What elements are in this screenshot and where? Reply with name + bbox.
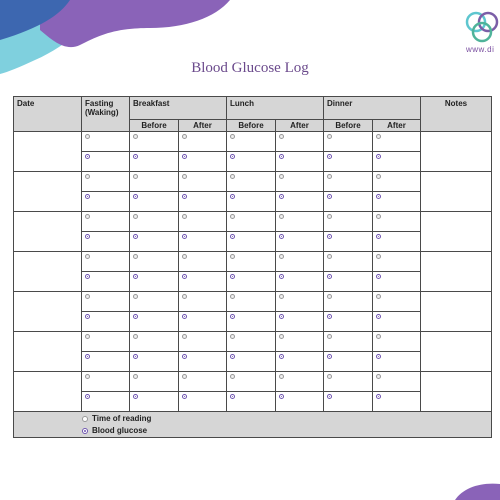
- blood-glucose-cell[interactable]: [324, 232, 373, 252]
- notes-cell[interactable]: [421, 132, 492, 172]
- time-row: [14, 132, 492, 152]
- blood-glucose-icon: [133, 154, 138, 159]
- header-dinner: Dinner: [324, 97, 421, 120]
- time-of-reading-cell[interactable]: [227, 332, 276, 352]
- blood-glucose-cell[interactable]: [276, 352, 324, 372]
- glucose-row: [14, 312, 492, 332]
- glucose-row: [14, 152, 492, 172]
- blood-glucose-icon: [327, 394, 332, 399]
- header-notes: Notes: [421, 97, 492, 132]
- blood-glucose-icon: [279, 234, 284, 239]
- blood-glucose-icon: [182, 194, 187, 199]
- time-reading-icon: [327, 214, 332, 219]
- blood-glucose-icon: [279, 154, 284, 159]
- blood-glucose-cell[interactable]: [227, 392, 276, 412]
- time-of-reading-cell[interactable]: [130, 252, 179, 272]
- blood-glucose-icon: [182, 394, 187, 399]
- blood-glucose-icon: [279, 194, 284, 199]
- blood-glucose-cell[interactable]: [276, 272, 324, 292]
- time-row: [14, 212, 492, 232]
- time-of-reading-cell[interactable]: [324, 252, 373, 272]
- subheader-before: Before: [324, 120, 373, 132]
- blood-glucose-icon: [376, 394, 381, 399]
- time-of-reading-cell[interactable]: [227, 132, 276, 152]
- date-cell[interactable]: [14, 172, 82, 212]
- blood-glucose-cell[interactable]: [130, 392, 179, 412]
- blood-glucose-cell[interactable]: [130, 232, 179, 252]
- time-of-reading-cell[interactable]: [276, 332, 324, 352]
- blood-glucose-cell[interactable]: [130, 312, 179, 332]
- time-reading-icon: [327, 294, 332, 299]
- time-reading-icon: [279, 294, 284, 299]
- blood-glucose-cell[interactable]: [324, 152, 373, 172]
- time-of-reading-cell[interactable]: [82, 372, 130, 392]
- glucose-row: [14, 232, 492, 252]
- blood-glucose-cell[interactable]: [82, 272, 130, 292]
- time-reading-icon: [376, 214, 381, 219]
- time-reading-icon: [230, 374, 235, 379]
- time-reading-icon: [327, 374, 332, 379]
- time-of-reading-cell[interactable]: [276, 252, 324, 272]
- time-of-reading-cell[interactable]: [324, 372, 373, 392]
- date-cell[interactable]: [14, 372, 82, 412]
- time-reading-icon: [279, 374, 284, 379]
- time-reading-icon: [327, 254, 332, 259]
- blood-glucose-icon: [376, 194, 381, 199]
- time-reading-icon: [376, 334, 381, 339]
- blood-glucose-cell[interactable]: [373, 232, 421, 252]
- legend-time-label: Time of reading: [92, 414, 152, 423]
- time-reading-icon: [230, 254, 235, 259]
- blood-glucose-cell[interactable]: [179, 352, 227, 372]
- time-reading-icon: [182, 334, 187, 339]
- subheader-after: After: [373, 120, 421, 132]
- header-lunch: Lunch: [227, 97, 324, 120]
- blood-glucose-cell[interactable]: [227, 312, 276, 332]
- blood-glucose-icon: [133, 314, 138, 319]
- date-cell[interactable]: [14, 212, 82, 252]
- time-row: [14, 372, 492, 392]
- time-reading-icon: [327, 134, 332, 139]
- time-of-reading-cell[interactable]: [130, 372, 179, 392]
- time-reading-icon: [230, 294, 235, 299]
- time-of-reading-cell[interactable]: [179, 212, 227, 232]
- blood-glucose-cell[interactable]: [130, 192, 179, 212]
- time-reading-icon: [182, 254, 187, 259]
- brand-logo-icon: [462, 8, 500, 48]
- blood-glucose-cell[interactable]: [227, 192, 276, 212]
- glucose-log-table: [13, 96, 492, 438]
- legend-glucose-label: Blood glucose: [92, 426, 148, 435]
- blood-glucose-cell[interactable]: [373, 312, 421, 332]
- blood-glucose-cell[interactable]: [227, 232, 276, 252]
- blood-glucose-cell[interactable]: [373, 392, 421, 412]
- time-reading-icon: [182, 214, 187, 219]
- blood-glucose-icon: [133, 234, 138, 239]
- blood-glucose-cell[interactable]: [227, 272, 276, 292]
- blood-glucose-icon: [376, 354, 381, 359]
- blood-glucose-cell[interactable]: [324, 312, 373, 332]
- date-cell[interactable]: [14, 332, 82, 372]
- subheader-after: After: [179, 120, 227, 132]
- time-row: [14, 332, 492, 352]
- blood-glucose-icon: [85, 314, 90, 319]
- blood-glucose-icon: [133, 194, 138, 199]
- time-of-reading-cell[interactable]: [373, 252, 421, 272]
- time-of-reading-cell[interactable]: [276, 372, 324, 392]
- time-of-reading-cell[interactable]: [227, 252, 276, 272]
- blood-glucose-icon: [327, 314, 332, 319]
- blood-glucose-icon: [182, 274, 187, 279]
- blood-glucose-cell[interactable]: [82, 312, 130, 332]
- blood-glucose-icon: [279, 394, 284, 399]
- time-reading-icon: [133, 294, 138, 299]
- notes-cell[interactable]: [421, 292, 492, 332]
- blood-glucose-cell[interactable]: [276, 192, 324, 212]
- blood-glucose-icon: [85, 354, 90, 359]
- date-cell[interactable]: [14, 292, 82, 332]
- time-reading-icon: [279, 254, 284, 259]
- time-of-reading-cell[interactable]: [179, 252, 227, 272]
- time-of-reading-cell[interactable]: [324, 212, 373, 232]
- blood-glucose-icon: [327, 354, 332, 359]
- time-reading-icon: [230, 214, 235, 219]
- blood-glucose-cell[interactable]: [324, 352, 373, 372]
- notes-cell[interactable]: [421, 252, 492, 292]
- time-reading-icon: [279, 214, 284, 219]
- time-reading-icon: [230, 134, 235, 139]
- time-of-reading-cell[interactable]: [324, 292, 373, 312]
- blood-glucose-cell[interactable]: [179, 312, 227, 332]
- blood-glucose-icon: [230, 394, 235, 399]
- time-reading-icon: [85, 214, 90, 219]
- time-reading-icon: [279, 334, 284, 339]
- time-of-reading-cell[interactable]: [130, 332, 179, 352]
- blood-glucose-icon: [230, 194, 235, 199]
- blood-glucose-icon: [133, 394, 138, 399]
- time-of-reading-cell[interactable]: [130, 292, 179, 312]
- time-reading-icon: [133, 214, 138, 219]
- blood-glucose-cell[interactable]: [276, 232, 324, 252]
- time-of-reading-cell[interactable]: [82, 292, 130, 312]
- time-reading-icon: [279, 174, 284, 179]
- blood-glucose-icon: [85, 194, 90, 199]
- glucose-row: [14, 192, 492, 212]
- blood-glucose-cell[interactable]: [373, 272, 421, 292]
- time-of-reading-cell[interactable]: [373, 212, 421, 232]
- blood-glucose-cell[interactable]: [324, 272, 373, 292]
- time-of-reading-cell[interactable]: [373, 332, 421, 352]
- time-reading-icon: [182, 374, 187, 379]
- time-reading-icon: [133, 174, 138, 179]
- blood-glucose-cell[interactable]: [227, 152, 276, 172]
- time-reading-icon: [182, 134, 187, 139]
- blood-glucose-cell[interactable]: [82, 392, 130, 412]
- blood-glucose-icon: [230, 314, 235, 319]
- time-of-reading-cell[interactable]: [130, 172, 179, 192]
- blood-glucose-icon: [327, 234, 332, 239]
- time-of-reading-cell[interactable]: [82, 172, 130, 192]
- time-of-reading-cell[interactable]: [82, 132, 130, 152]
- blood-glucose-icon: [376, 234, 381, 239]
- header-date: Date: [14, 97, 82, 132]
- time-reading-icon: [182, 174, 187, 179]
- time-reading-icon: [133, 134, 138, 139]
- notes-cell[interactable]: [421, 212, 492, 252]
- time-row: [14, 252, 492, 272]
- brand-url: www.di: [466, 45, 495, 54]
- blood-glucose-icon: [230, 274, 235, 279]
- time-of-reading-cell[interactable]: [324, 332, 373, 352]
- time-reading-icon: [85, 174, 90, 179]
- time-reading-icon: [133, 254, 138, 259]
- blood-glucose-cell[interactable]: [179, 152, 227, 172]
- time-row: [14, 172, 492, 192]
- page-title: Blood Glucose Log: [191, 60, 309, 76]
- blood-glucose-icon: [376, 274, 381, 279]
- notes-cell[interactable]: [421, 332, 492, 372]
- time-reading-icon: [279, 134, 284, 139]
- blood-glucose-cell[interactable]: [373, 152, 421, 172]
- blood-glucose-cell[interactable]: [179, 232, 227, 252]
- time-of-reading-cell[interactable]: [179, 172, 227, 192]
- decorative-wave-bottom-right: [455, 480, 500, 500]
- blood-glucose-cell[interactable]: [179, 192, 227, 212]
- time-of-reading-cell[interactable]: [227, 212, 276, 232]
- time-reading-icon: [85, 134, 90, 139]
- blood-glucose-icon: [85, 394, 90, 399]
- blood-glucose-icon: [376, 154, 381, 159]
- blood-glucose-cell[interactable]: [227, 352, 276, 372]
- glucose-row: [14, 272, 492, 292]
- header-breakfast: Breakfast: [130, 97, 227, 120]
- blood-glucose-cell[interactable]: [179, 272, 227, 292]
- blood-glucose-icon: [85, 274, 90, 279]
- blood-glucose-cell[interactable]: [276, 392, 324, 412]
- blood-glucose-icon: [182, 234, 187, 239]
- time-reading-icon: [85, 374, 90, 379]
- blood-glucose-cell[interactable]: [276, 312, 324, 332]
- date-cell[interactable]: [14, 132, 82, 172]
- blood-glucose-icon: [182, 354, 187, 359]
- blood-glucose-icon: [327, 274, 332, 279]
- time-of-reading-cell[interactable]: [276, 292, 324, 312]
- time-of-reading-cell[interactable]: [179, 132, 227, 152]
- date-cell[interactable]: [14, 252, 82, 292]
- time-of-reading-cell[interactable]: [227, 172, 276, 192]
- blood-glucose-icon: [82, 428, 88, 434]
- blood-glucose-icon: [133, 354, 138, 359]
- time-reading-icon: [376, 134, 381, 139]
- time-of-reading-cell[interactable]: [179, 292, 227, 312]
- subheader-before: Before: [130, 120, 179, 132]
- time-of-reading-cell[interactable]: [373, 132, 421, 152]
- blood-glucose-cell[interactable]: [130, 272, 179, 292]
- blood-glucose-icon: [376, 314, 381, 319]
- time-of-reading-cell[interactable]: [373, 372, 421, 392]
- time-reading-icon: [230, 174, 235, 179]
- glucose-row: [14, 392, 492, 412]
- blood-glucose-icon: [182, 154, 187, 159]
- time-of-reading-cell[interactable]: [276, 172, 324, 192]
- time-of-reading-cell[interactable]: [130, 212, 179, 232]
- subheader-after: After: [276, 120, 324, 132]
- blood-glucose-cell[interactable]: [373, 192, 421, 212]
- blood-glucose-cell[interactable]: [82, 232, 130, 252]
- blood-glucose-icon: [85, 234, 90, 239]
- header-fasting: Fasting (Waking): [82, 97, 130, 132]
- time-reading-icon: [327, 334, 332, 339]
- time-reading-icon: [376, 254, 381, 259]
- time-of-reading-cell[interactable]: [227, 372, 276, 392]
- blood-glucose-icon: [85, 154, 90, 159]
- blood-glucose-icon: [182, 314, 187, 319]
- blood-glucose-icon: [279, 314, 284, 319]
- time-of-reading-cell[interactable]: [324, 172, 373, 192]
- blood-glucose-cell[interactable]: [276, 152, 324, 172]
- time-reading-icon: [376, 294, 381, 299]
- time-reading-icon: [85, 254, 90, 259]
- blood-glucose-icon: [279, 274, 284, 279]
- legend: [14, 412, 492, 438]
- blood-glucose-icon: [327, 194, 332, 199]
- time-reading-icon: [82, 416, 88, 422]
- blood-glucose-cell[interactable]: [82, 352, 130, 372]
- time-reading-icon: [327, 174, 332, 179]
- blood-glucose-icon: [230, 234, 235, 239]
- time-reading-icon: [376, 374, 381, 379]
- time-of-reading-cell[interactable]: [276, 212, 324, 232]
- time-of-reading-cell[interactable]: [324, 132, 373, 152]
- blood-glucose-cell[interactable]: [82, 152, 130, 172]
- time-reading-icon: [133, 334, 138, 339]
- time-of-reading-cell[interactable]: [82, 332, 130, 352]
- subheader-before: Before: [227, 120, 276, 132]
- time-of-reading-cell[interactable]: [82, 252, 130, 272]
- time-of-reading-cell[interactable]: [227, 292, 276, 312]
- time-reading-icon: [182, 294, 187, 299]
- blood-glucose-icon: [230, 354, 235, 359]
- blood-glucose-icon: [133, 274, 138, 279]
- blood-glucose-cell[interactable]: [324, 392, 373, 412]
- time-reading-icon: [85, 294, 90, 299]
- blood-glucose-cell[interactable]: [179, 392, 227, 412]
- time-of-reading-cell[interactable]: [179, 372, 227, 392]
- time-of-reading-cell[interactable]: [276, 132, 324, 152]
- blood-glucose-icon: [279, 354, 284, 359]
- time-row: [14, 292, 492, 312]
- blood-glucose-cell[interactable]: [130, 152, 179, 172]
- time-reading-icon: [85, 334, 90, 339]
- blood-glucose-cell[interactable]: [373, 352, 421, 372]
- time-of-reading-cell[interactable]: [82, 212, 130, 232]
- time-of-reading-cell[interactable]: [373, 292, 421, 312]
- time-of-reading-cell[interactable]: [179, 332, 227, 352]
- glucose-row: [14, 352, 492, 372]
- blood-glucose-icon: [327, 154, 332, 159]
- time-reading-icon: [230, 334, 235, 339]
- notes-cell[interactable]: [421, 172, 492, 212]
- blood-glucose-cell[interactable]: [82, 192, 130, 212]
- time-of-reading-cell[interactable]: [130, 132, 179, 152]
- time-reading-icon: [376, 174, 381, 179]
- blood-glucose-cell[interactable]: [130, 352, 179, 372]
- blood-glucose-icon: [230, 154, 235, 159]
- notes-cell[interactable]: [421, 372, 492, 412]
- time-of-reading-cell[interactable]: [373, 172, 421, 192]
- blood-glucose-cell[interactable]: [324, 192, 373, 212]
- time-reading-icon: [133, 374, 138, 379]
